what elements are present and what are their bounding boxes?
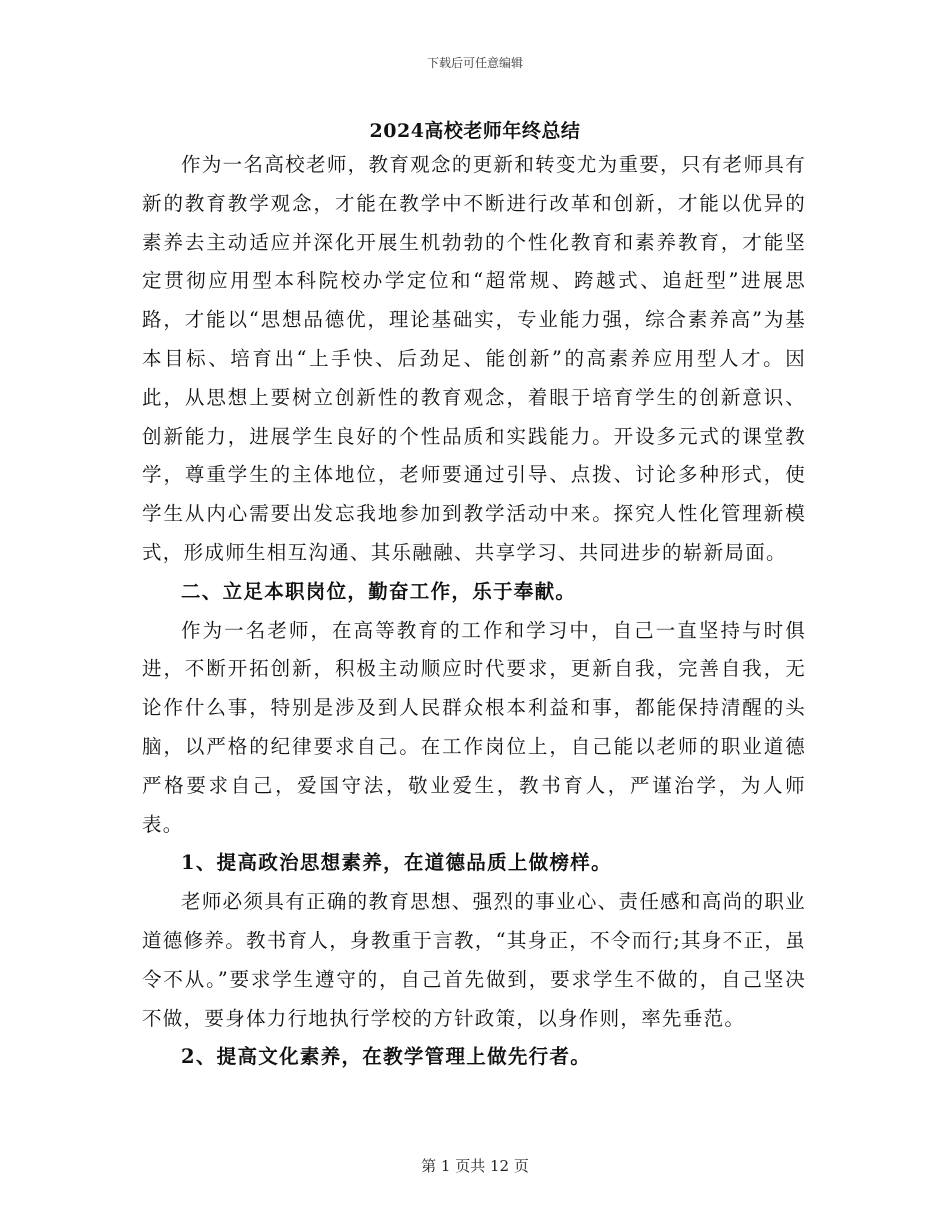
subsection-heading: 2、提高文化素养，在教学管理上做先行者。 [181, 1045, 592, 1069]
header-note: 下载后可任意编辑 [426, 56, 523, 70]
document-title: 2024高校老师年终总结 [369, 120, 581, 142]
body-paragraph: 作为一名老师，在高等教育的工作和学习中，自己一直坚持与时俱进，不断开拓创新，积极主动顺应时代要求，更新自我，完善自我，无论作什么事，特别是涉及到人民群众根本利益和事，都能保持清醒的头脑，以严格的纪律要求自己。在工作岗位上，自己能以老师的职业道德严格要求自己，爱国守法，敬业爱生，教书育人，严谨治学，为人师表。 [142, 618, 806, 836]
body-paragraph: 作为一名高校老师，教育观念的更新和转变尤为重要，只有老师具有新的教育教学观念，才能在教学中不断进行改革和创新，才能以优异的素养去主动适应并深化开展生机勃勃的个性化教育和素养教育，才能坚定贯彻应用型本科院校办学定位和“超常规、跨越式、追赶型”进展思路，才能以“思想品德优，理论基础实，专业能力强，综合素养高”为基本目标、培育出“上手快、后劲足、能创新”的高素养应用型人才。因此，从思想上要树立创新性的教育观念，着眼于培育学生的创新意识、创新能力，进展学生良好的个性品质和实践能力。开设多元式的课堂教学，尊重学生的主体地位，老师要通过引导、点拨、讨论多种形式，使学生从内心需要出发忘我地参加到教学活动中来。探究人性化管理新模式，形成师生相互沟通、其乐融融、共享学习、共同进步的崭新局面。 [142, 153, 806, 564]
page-number: 第 1 页共 12 页 [421, 1157, 529, 1175]
body-paragraph: 老师必须具有正确的教育思想、强烈的事业心、责任感和高尚的职业道德修养。教书育人，身教重于言教，“其身正，不令而行;其身不正，虽令不从。”要求学生遵守的，自己首先做到，要求学生不做的，自己坚决不做，要身体力行地执行学校的方针政策，以身作则，率先垂范。 [142, 890, 806, 1030]
document-body [142, 146, 806, 1077]
section-heading: 二、立足本职岗位，勤奋工作，乐于奉献。 [181, 579, 577, 603]
subsection-heading: 1、提高政治思想素养，在道德品质上做榜样。 [181, 851, 612, 875]
